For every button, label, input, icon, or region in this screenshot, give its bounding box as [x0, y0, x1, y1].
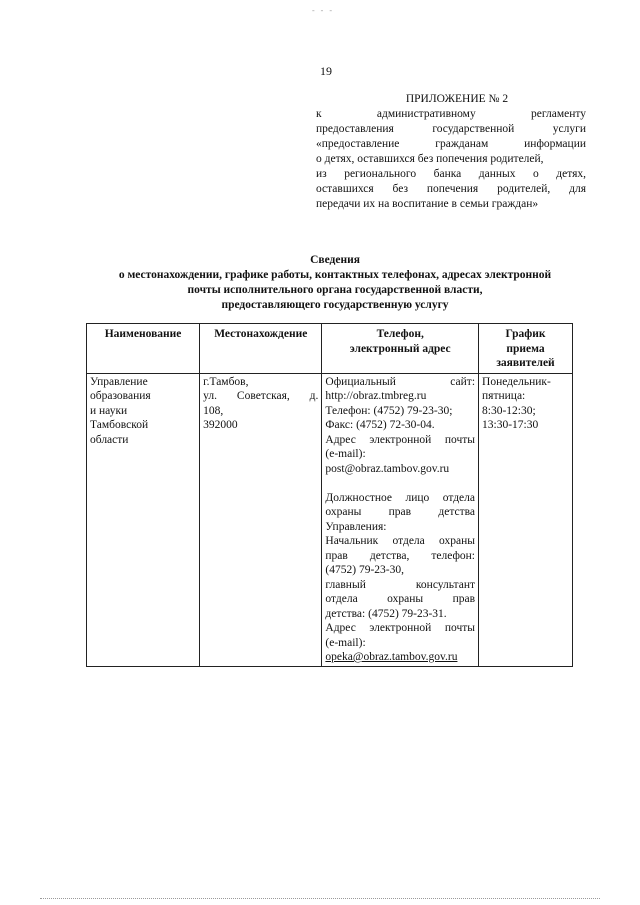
- heading-line: Сведения: [310, 254, 360, 266]
- heading-line: почты исполнительного органа государственной власти,: [187, 284, 483, 296]
- appendix-title: ПРИЛОЖЕНИЕ № 2: [405, 93, 509, 105]
- info-table: [86, 323, 573, 667]
- appendix-block: [316, 92, 586, 212]
- cell-contacts: Официальный сайт: http://obraz.tmbreg.ru Телефон: (4752) 79-23-30; Факс: (4752) 72-30-04. Адрес электронной почты (e-mail): post@obraz.tambov.gov.ru Должностное лицо отдела охраны прав детства Управления: Начальник отдела охраны прав детства, телефон: (4752) 79-23-30, главный консультант отдела охраны прав детства: (4752) 79-23-31. Адрес электронной почты (e-mail): opeka@obraz.tambov.gov.ru: [322, 373, 479, 666]
- page-number: 19: [320, 64, 332, 78]
- table-header-row: [87, 324, 573, 374]
- heading-line: о местонахождении, графике работы, контактных телефонах, адресах электронной: [118, 269, 552, 281]
- header-name: Наименование: [87, 324, 200, 374]
- header-contacts: Телефон, электронный адрес: [322, 324, 479, 374]
- scan-marks: - - -: [312, 6, 334, 15]
- header-location: Местонахождение: [200, 324, 322, 374]
- document-heading: [95, 253, 575, 313]
- appendix-line: о детях, оставшихся без попечения родителей,: [316, 153, 544, 165]
- appendix-line: к административному регламенту: [316, 108, 586, 120]
- cell-location: г.Тамбов, ул. Советская, д. 108, 392000: [200, 373, 322, 666]
- header-schedule: График приема заявителей: [479, 324, 573, 374]
- table-row: [87, 373, 573, 666]
- cell-schedule: Понедельник- пятница: 8:30-12:30; 13:30-17:30: [479, 373, 573, 666]
- appendix-line: передачи их на воспитание в семьи граждан»: [316, 198, 539, 210]
- appendix-line: предоставления государственной услуги: [316, 123, 586, 135]
- scan-edge-line: [40, 898, 600, 899]
- appendix-line: оставшихся без попечения родителей, для: [316, 183, 586, 195]
- appendix-line: из регионального банка данных о детях,: [316, 168, 586, 180]
- appendix-line: «предоставление гражданам информации: [316, 138, 586, 150]
- cell-name: Управление образования и науки Тамбовской области: [87, 373, 200, 666]
- heading-line: предоставляющего государственную услугу: [221, 299, 449, 311]
